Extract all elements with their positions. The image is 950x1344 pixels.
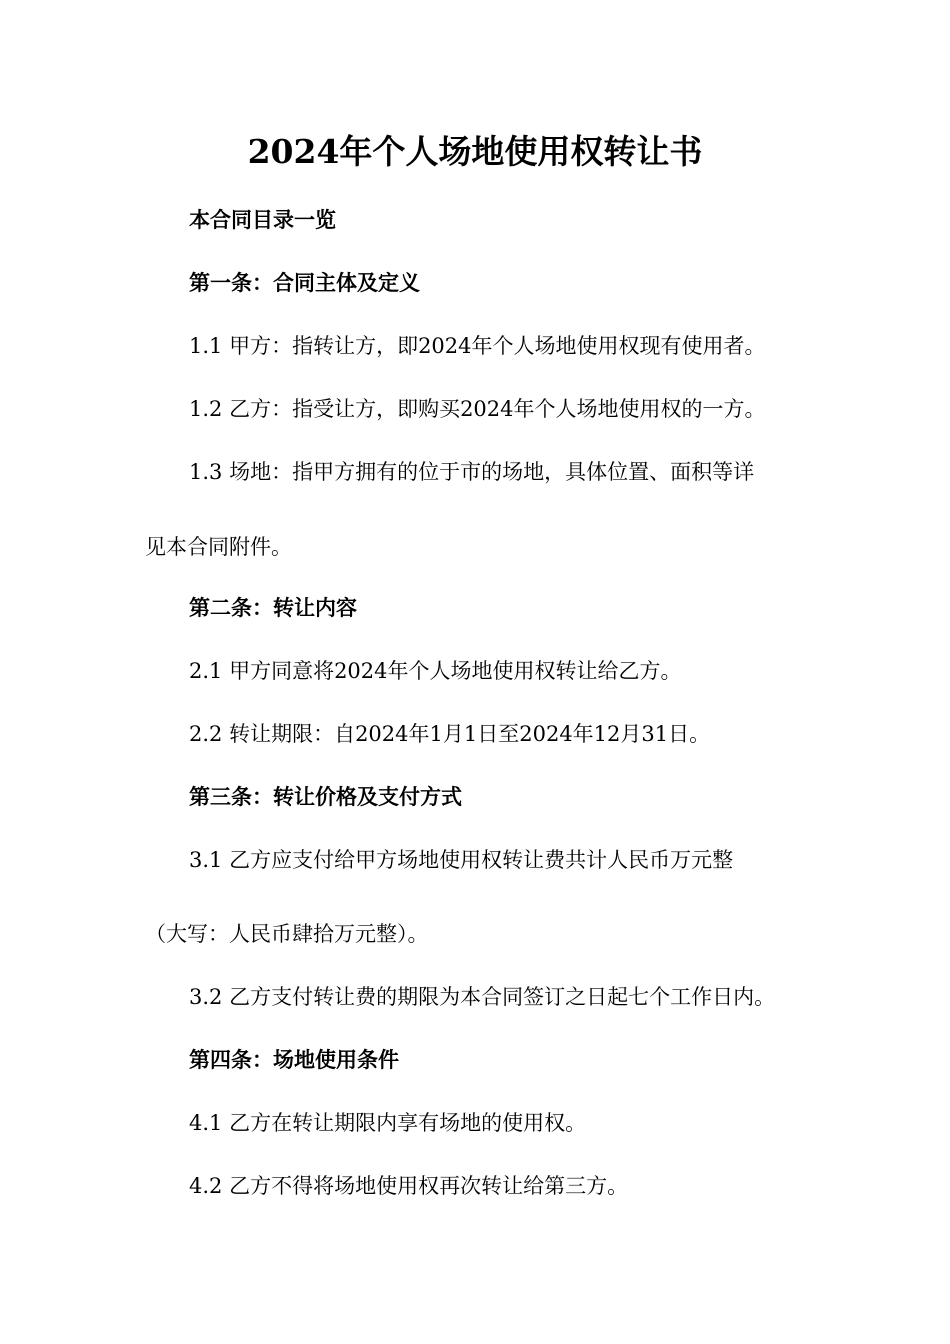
document-title: 2024年个人场地使用权转让书 [247,132,703,171]
clause-1-3-continuation: 见本合同附件。 [145,535,292,559]
clause-2-1: 2.1 甲方同意将2024年个人场地使用权转让给乙方。 [189,659,682,683]
article-3-heading: 第三条：转让价格及支付方式 [189,784,462,809]
article-2-heading: 第二条：转让内容 [189,595,357,620]
article-1-heading: 第一条：合同主体及定义 [189,270,420,295]
article-4-heading: 第四条：场地使用条件 [189,1047,399,1072]
clause-4-2: 4.2 乙方不得将场地使用权再次转让给第三方。 [189,1174,629,1198]
toc-heading: 本合同目录一览 [189,207,336,232]
clause-3-1: 3.1 乙方应支付给甲方场地使用权转让费共计人民币万元整 [189,848,734,872]
clause-1-1: 1.1 甲方：指转让方，即2024年个人场地使用权现有使用者。 [189,334,766,358]
clause-4-1: 4.1 乙方在转让期限内享有场地的使用权。 [189,1111,587,1135]
clause-2-2: 2.2 转让期限：自2024年1月1日至2024年12月31日。 [189,722,711,746]
clause-1-2: 1.2 乙方：指受让方，即购买2024年个人场地使用权的一方。 [189,397,766,421]
clause-3-2: 3.2 乙方支付转让费的期限为本合同签订之日起七个工作日内。 [189,985,776,1009]
clause-3-1-continuation: （大写：人民币肆拾万元整）。 [145,922,429,946]
clause-1-3: 1.3 场地：指甲方拥有的位于市的场地，具体位置、面积等详 [189,460,755,484]
